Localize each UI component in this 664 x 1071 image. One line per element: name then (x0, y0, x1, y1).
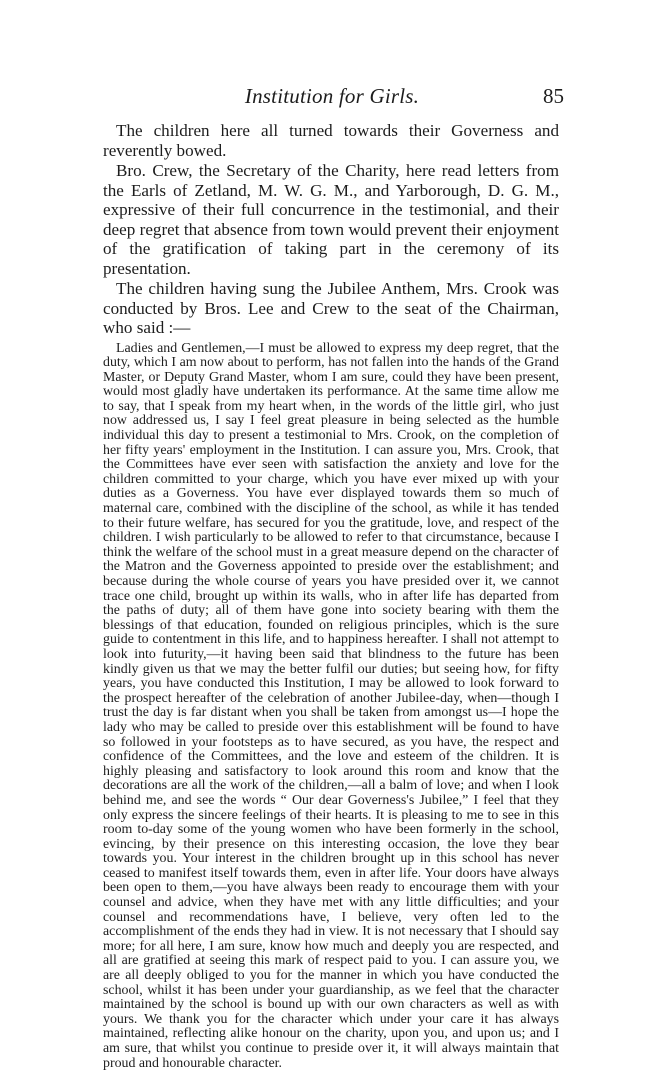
paragraph-letters-read: Bro. Crew, the Secretary of the Charity, here read letters from the Earls of Zetland, M. W. G. M., and Yarborough, D. G. M., expressive of their full concurrence in the testimonial, and their deep regret that absence from town would prevent their enjoyment of the gratification of taking part in the ceremony of its presentation. (103, 161, 559, 278)
chairman-speech: Ladies and Gentlemen,—I must be allowed to express my deep regret, that the duty, which I am now about to perform, has not fallen into the hands of the Grand Master, or Deputy Grand Master, whom I am sure, could they have been present, would most gladly have undertaken its performance. At the same time allow me to say, that I speak from my heart when, in the words of the little girl, who just now addressed us, I say I feel great pleasure in being selected as the humble individual this day to present a testimonial to Mrs. Crook, on the completion of her fifty years' employment in the Institution. I can assure you, Mrs. Crook, that the Committees have ever seen with satisfaction the anxiety and love for the children committed to your charge, which you have ever mixed up with your duties as a Governess. You have ever displayed towards them so much of maternal care, combined with the discipline of the school, as while it has tended to their future welfare, has secured for you the gratitude, love, and respect of the children. I wish particularly to be allowed to refer to that circumstance, because I think the welfare of the school must in a great measure depend on the character of the Matron and the Governess appointed to preside over the establishment; and because during the whole course of years you have presided over it, we cannot trace one child, brought up within its walls, who in after life has departed from the paths of duty; all of them have gone into society bearing with them the blessings of that education, founded on religious principles, which is the sure guide to contentment in this life, and to happiness hereafter. I shall not attempt to look into futurity,—it having been said that blindness to the future has been kindly given us that we may the better fulfil our duties; but seeing how, for fifty years, you have conducted this Institution, I may be allowed to look forward to the prospect hereafter of the celebration of another Jubilee-day, when—though I trust the day is far distant when you shall be taken from amongst us—I hope the lady who may be called to preside over this establishment will be found to have so followed in your footsteps as to have secured, as you have, the respect and confidence of the Committees, and the love and esteem of the children. It is highly pleasing and satisfactory to look around this room and know that the decorations are all the work of the children,—all a balm of love; and when I look behind me, and see the words “ Our dear Governess's Jubilee,” I feel that they only express the sincere feelings of their hearts. It is pleasing to me to see in this room to-day some of the young women who have been formerly in the school, evincing, by their presence on this interesting occasion, the love they bear towards you. Your interest in the children brought up in this school has never ceased to manifest itself towards them, even in after life. Your doors have always been open to them,—you have always been ready to encourage them with your counsel and advice, when they have met with any little difficulties; and your counsel and recommendations have, I believe, very often led to the accomplishment of the ends they had in view. It is not necessary that I should say more; for all here, I am sure, know how much and deeply you are respected, and all are gratified at seeing this mark of respect paid to you. I can assure you, we are all deeply obliged to you for the manner in which you have conducted the school, whilst it has been under your guardianship, as we feel that the character maintained by the school is bound up with our own characters as well as with yours. We thank you for the character which under your care it has always maintained, reflecting alike honour on the charity, upon you, and upon us; and I am sure, that whilst you continue to preside over it, it will always maintain that proud and honourable character. (103, 342, 559, 1071)
running-title: Institution for Girls. (0, 84, 664, 109)
paragraph-jubilee-anthem: The children having sung the Jubilee Anthem, Mrs. Crook was conducted by Bros. Lee and Crew to the seat of the Chairman, who said :— (103, 279, 559, 338)
page-body (103, 121, 559, 1071)
page-number: 85 (543, 84, 564, 109)
paragraph-governess-bow: The children here all turned towards their Governess and reverently bowed. (103, 121, 559, 160)
